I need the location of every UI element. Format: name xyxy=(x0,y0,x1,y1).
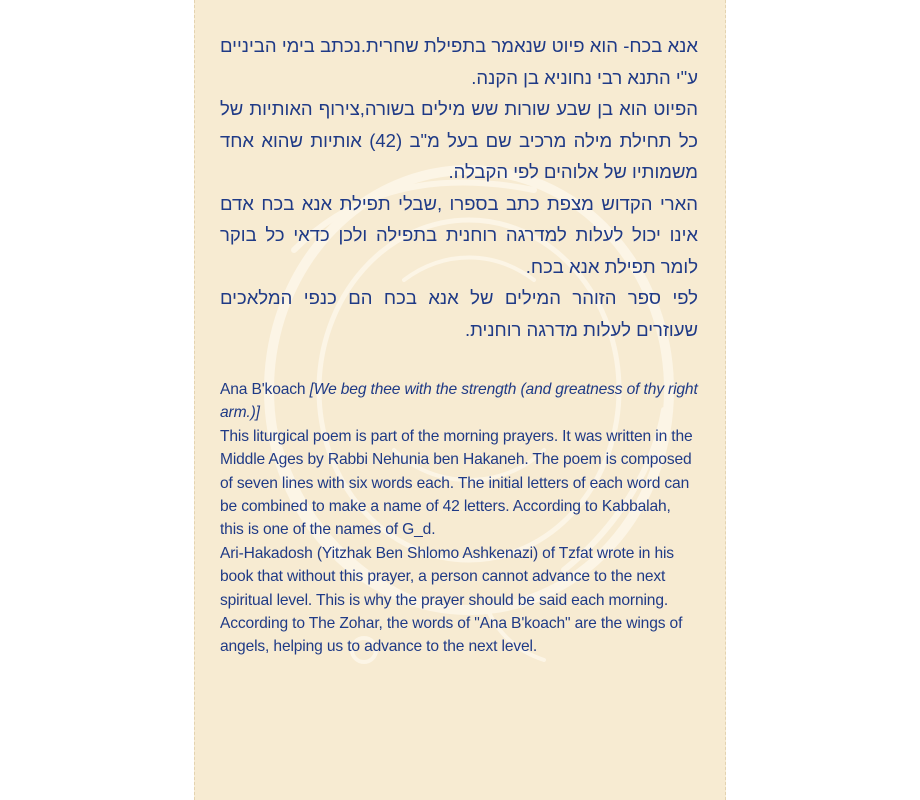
hebrew-description xyxy=(220,30,698,345)
english-heading xyxy=(220,378,698,425)
english-title: Ana B'koach xyxy=(220,381,306,398)
english-paragraph: Ari-Hakadosh (Yitzhak Ben Shlomo Ashkenazi) of Tzfat wrote in his book that without this prayer, a person cannot advance to the next spiritual level. This is why the prayer should be said each morning. According to The Zohar, the words of "Ana B'koach" are the wings of angels, helping us to advance to the next level. xyxy=(220,544,683,656)
card-right-edge xyxy=(725,0,726,800)
hebrew-paragraph: אנא בכח- הוא פיוט שנאמר בתפילת שחרית.נכתב בימי הביניים ע"י התנא רבי נחוניא בן הקנה. xyxy=(220,35,698,88)
english-description xyxy=(220,378,698,659)
hebrew-paragraph: הארי הקדוש מצפת כתב בספרו ,שבלי תפילת אנא בכח אדם אינו יכול לעלות למדרגה רוחנית בתפילה ולכן כדאי כל בוקר לומר תפילת אנא בכח. xyxy=(220,192,698,277)
english-paragraph: This liturgical poem is part of the morning prayers. It was written in the Middle Ages by Rabbi Nehunia ben Hakaneh. The poem is composed of seven lines with six words each. The initial letters of each word can be combined to make a name of 42 letters. According to Kabbalah, this is one of the names of G_d. xyxy=(220,427,693,539)
hebrew-paragraph: לפי ספר הזוהר המילים של אנא בכח הם כנפי המלאכים שעוזרים לעלות מדרגה רוחנית. xyxy=(220,287,698,340)
hebrew-paragraph: הפיוט הוא בן שבע שורות שש מילים בשורה,צירוף האותיות של כל תחילת מילה מרכיב שם בעל מ"ב (42) אותיות שהוא אחד משמותיו של אלוהים לפי הקבלה. xyxy=(220,98,698,182)
english-title-translation: [We beg thee with the strength (and greatness of thy right arm.)] xyxy=(220,381,698,422)
prayer-card xyxy=(194,0,726,800)
card-left-edge xyxy=(194,0,195,800)
